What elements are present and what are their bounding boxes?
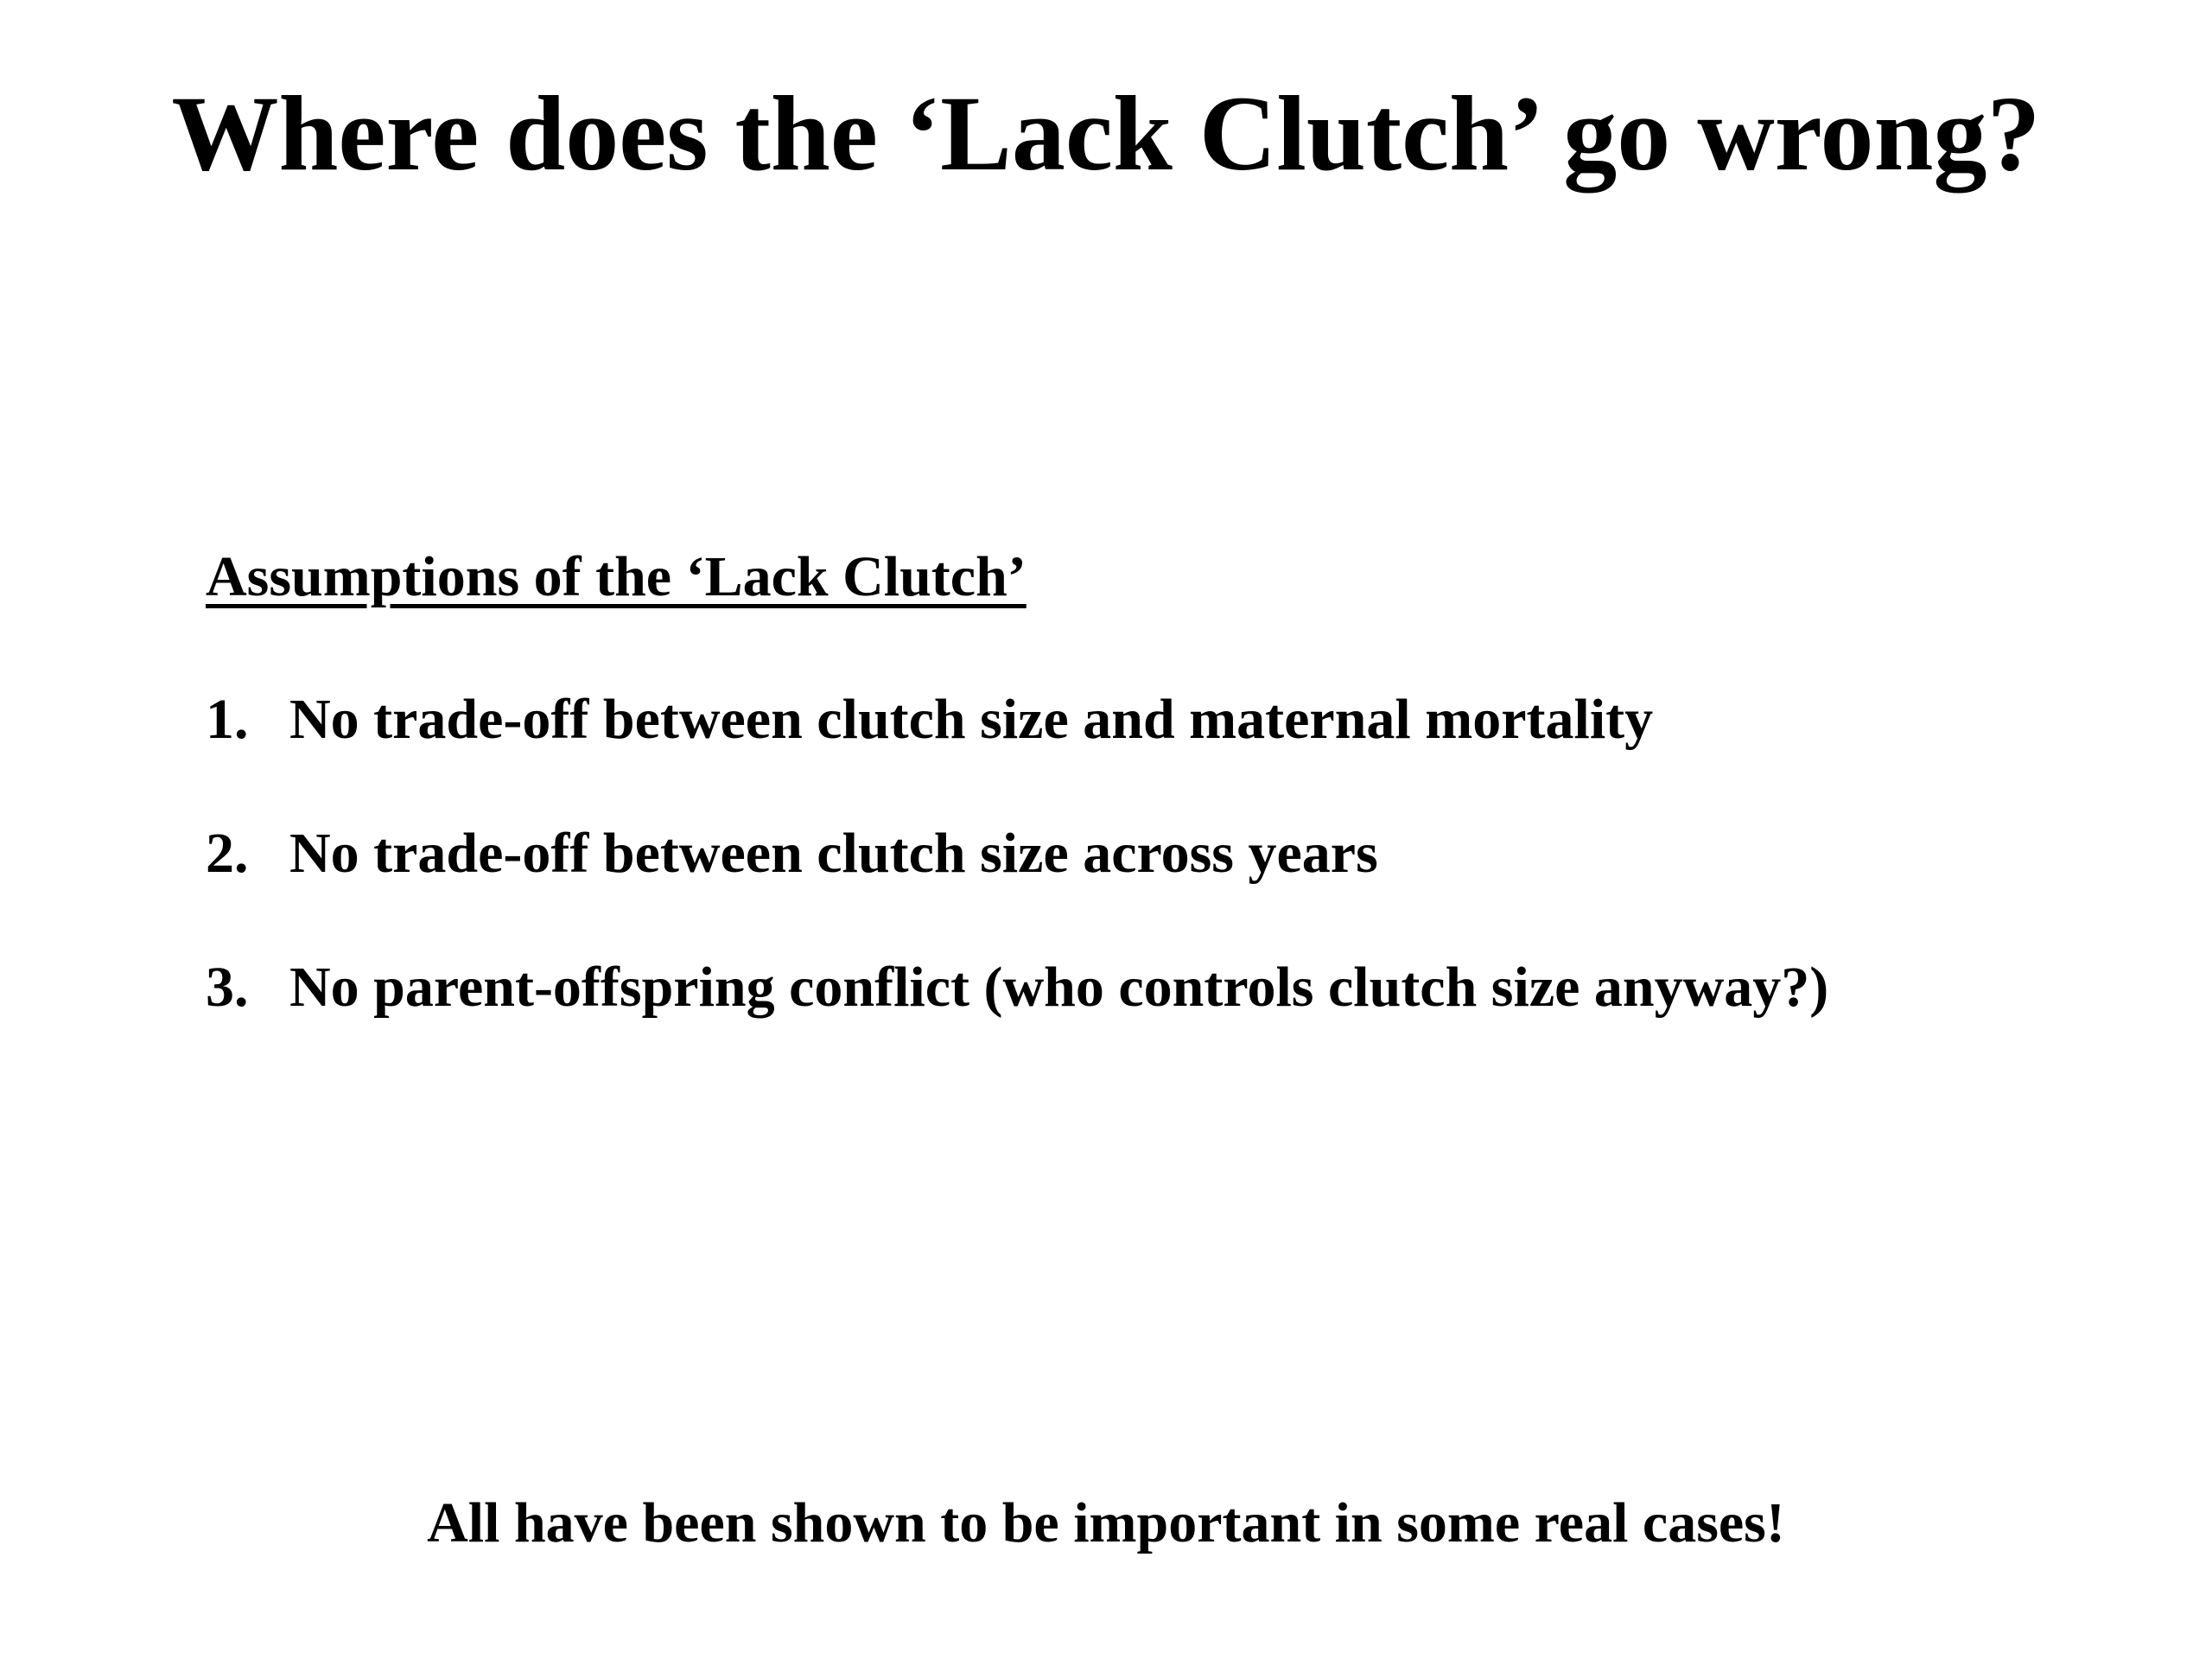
- assumption-text: No parent-offspring conflict (who controls clutch size anyway?): [289, 956, 1829, 1019]
- assumption-item-1: [206, 683, 1653, 757]
- assumption-text: No trade-off between clutch size and maternal mortality: [289, 688, 1654, 751]
- assumption-item-2: [206, 817, 1378, 891]
- footer-note: All have been shown to be important in some real cases!: [427, 1491, 1785, 1554]
- assumptions-heading: Assumptions of the ‘Lack Clutch’: [206, 545, 1027, 608]
- assumption-number: 3.: [206, 956, 249, 1019]
- slide-title: Where does the ‘Lack Clutch’ go wrong?: [171, 74, 2041, 193]
- assumption-item-3: [206, 950, 1828, 1025]
- assumption-number: 2.: [206, 822, 249, 885]
- assumption-text: No trade-off between clutch size across years: [289, 822, 1378, 885]
- assumption-number: 1.: [206, 688, 249, 751]
